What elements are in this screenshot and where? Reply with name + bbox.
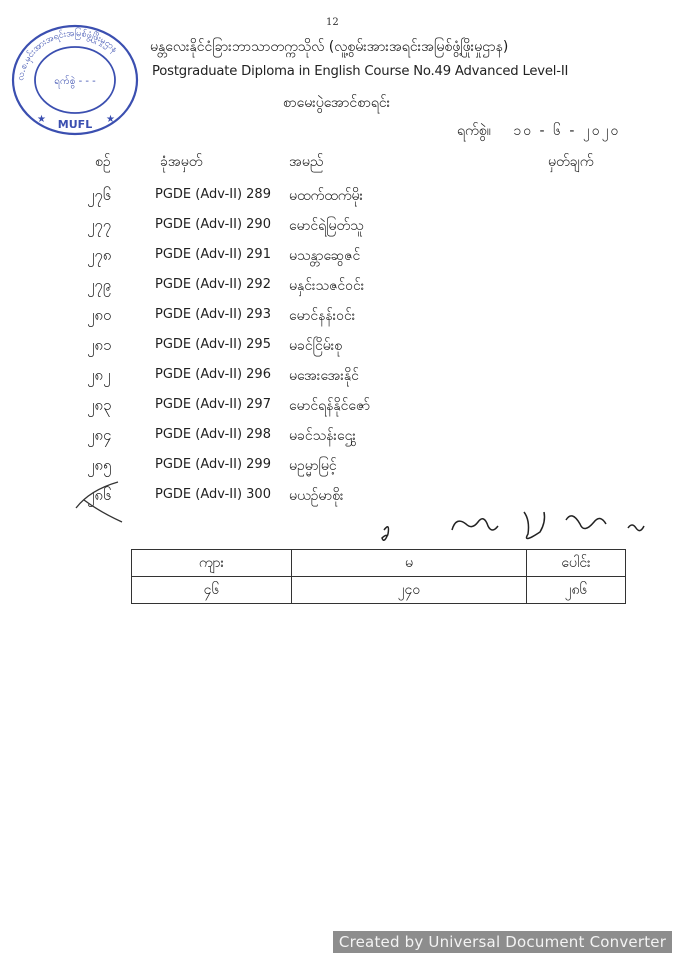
row-no: ၂၈၆ bbox=[87, 486, 112, 504]
stamp-star-left-icon: ★ bbox=[37, 114, 46, 125]
list-row bbox=[0, 328, 679, 358]
column-header-remark: မှတ်ချက် bbox=[548, 154, 594, 170]
row-no: ၂၇၉ bbox=[87, 276, 112, 294]
page-number: 12 bbox=[326, 17, 339, 28]
stamp-seal-graphic bbox=[9, 18, 141, 136]
office-stamp bbox=[9, 18, 141, 136]
row-no: ၂၈၅ bbox=[87, 456, 112, 474]
row-roll: PGDE (Adv-II) 289 bbox=[155, 187, 271, 202]
list-row bbox=[0, 448, 679, 478]
list-row bbox=[0, 358, 679, 388]
list-row bbox=[0, 178, 679, 208]
list-row bbox=[0, 208, 679, 238]
row-name: မအေးအေးနိုင် bbox=[289, 368, 359, 384]
row-no: ၂၈၃ bbox=[87, 396, 112, 414]
row-name: မသန္တာဆွေဇင် bbox=[289, 248, 361, 264]
summary-table bbox=[131, 549, 626, 604]
summary-header-female: မ bbox=[292, 550, 527, 577]
row-name: မနှင်းသဇင်ဝင်း bbox=[289, 278, 365, 294]
list-title: စာမေးပွဲအောင်စာရင်း bbox=[283, 95, 391, 111]
stamp-outer-text: လ.စ.မှင်းအားအရင်းအမြစ်ဖွံ့ဖြိုးမှုဌာန bbox=[16, 28, 120, 82]
row-roll: PGDE (Adv-II) 296 bbox=[155, 367, 271, 382]
signature-4 bbox=[566, 516, 606, 529]
row-name: မောင်ရန်နိုင်ဇော် bbox=[289, 398, 371, 414]
row-name: မဥမ္မာမြင့် bbox=[289, 458, 337, 474]
row-name: မထက်ထက်မိုး bbox=[289, 188, 364, 204]
summary-value-male: ၄၆ bbox=[132, 577, 292, 604]
row-name: မခင်ငြိမ်းစု bbox=[289, 338, 343, 354]
signature-3 bbox=[524, 512, 545, 539]
row-name: မောင်ရဲမြတ်သူ bbox=[289, 218, 364, 234]
row-name: မခင်သန်းဌွေး bbox=[289, 428, 356, 444]
stamp-bottom-text: MUFL bbox=[57, 118, 93, 131]
list-row bbox=[0, 268, 679, 298]
date-line bbox=[457, 121, 620, 142]
summary-header-male: ကျား bbox=[132, 550, 292, 577]
signature-5 bbox=[628, 525, 644, 531]
row-name: မယဉ်မာစိုး bbox=[289, 488, 344, 504]
summary-value-row bbox=[132, 577, 626, 604]
svg-text:လ.စ.မှင်းအားအရင်းအမြစ်ဖွံ့ဖြို bbox=[16, 27, 120, 81]
column-header-roll: ခုံအမှတ် bbox=[160, 154, 203, 170]
column-header-no: စဉ် bbox=[95, 154, 111, 170]
row-roll: PGDE (Adv-II) 300 bbox=[155, 487, 271, 502]
row-roll: PGDE (Adv-II) 291 bbox=[155, 247, 271, 262]
date-label: ရက်စွဲ။ bbox=[457, 123, 491, 139]
converter-watermark: Created by Universal Document Converter bbox=[333, 931, 672, 953]
summary-header-row bbox=[132, 550, 626, 577]
row-roll: PGDE (Adv-II) 299 bbox=[155, 457, 271, 472]
list-row bbox=[0, 418, 679, 448]
signature-2 bbox=[452, 519, 498, 530]
row-roll: PGDE (Adv-II) 293 bbox=[155, 307, 271, 322]
row-name: မောင်နန်းဝင်း bbox=[289, 308, 356, 324]
course-title: Postgraduate Diploma in English Course No.49 Advanced Level-II bbox=[152, 64, 569, 79]
summary-value-total: ၂၈၆ bbox=[527, 577, 626, 604]
row-roll: PGDE (Adv-II) 298 bbox=[155, 427, 271, 442]
list-row bbox=[0, 238, 679, 268]
row-roll: PGDE (Adv-II) 292 bbox=[155, 277, 271, 292]
row-roll: PGDE (Adv-II) 295 bbox=[155, 337, 271, 352]
row-no: ၂၈၂ bbox=[87, 366, 111, 384]
list-row bbox=[0, 298, 679, 328]
list-row bbox=[0, 388, 679, 418]
signature-1 bbox=[382, 527, 389, 540]
row-no: ၂၇၈ bbox=[87, 246, 112, 264]
end-of-list-strike-mark bbox=[70, 478, 130, 528]
row-roll: PGDE (Adv-II) 290 bbox=[155, 217, 271, 232]
summary-value-female: ၂၄၀ bbox=[292, 577, 527, 604]
stamp-star-right-icon: ★ bbox=[106, 114, 115, 125]
row-no: ၂၇၇ bbox=[87, 216, 112, 234]
row-no: ၂၇၆ bbox=[87, 186, 112, 204]
row-no: ၂၈၀ bbox=[87, 306, 112, 324]
stamp-center-text: ရက်စွဲ - - - bbox=[54, 76, 96, 87]
row-no: ၂၈၄ bbox=[87, 426, 112, 444]
column-header-name: အမည် bbox=[289, 154, 324, 170]
summary-header-total: ပေါင်း bbox=[527, 550, 626, 577]
row-no: ၂၈၁ bbox=[87, 336, 112, 354]
row-roll: PGDE (Adv-II) 297 bbox=[155, 397, 271, 412]
date-value: ၁၀ - ၆ - ၂၀၂၀ bbox=[513, 123, 621, 139]
university-name: မန္တလေးနိုင်ငံခြားဘာသာတက္ကသိုလ် (လူ့စွမ်းအားအရင်းအမြစ်ဖွံ့ဖြိုးမှုဌာန) bbox=[150, 39, 509, 55]
